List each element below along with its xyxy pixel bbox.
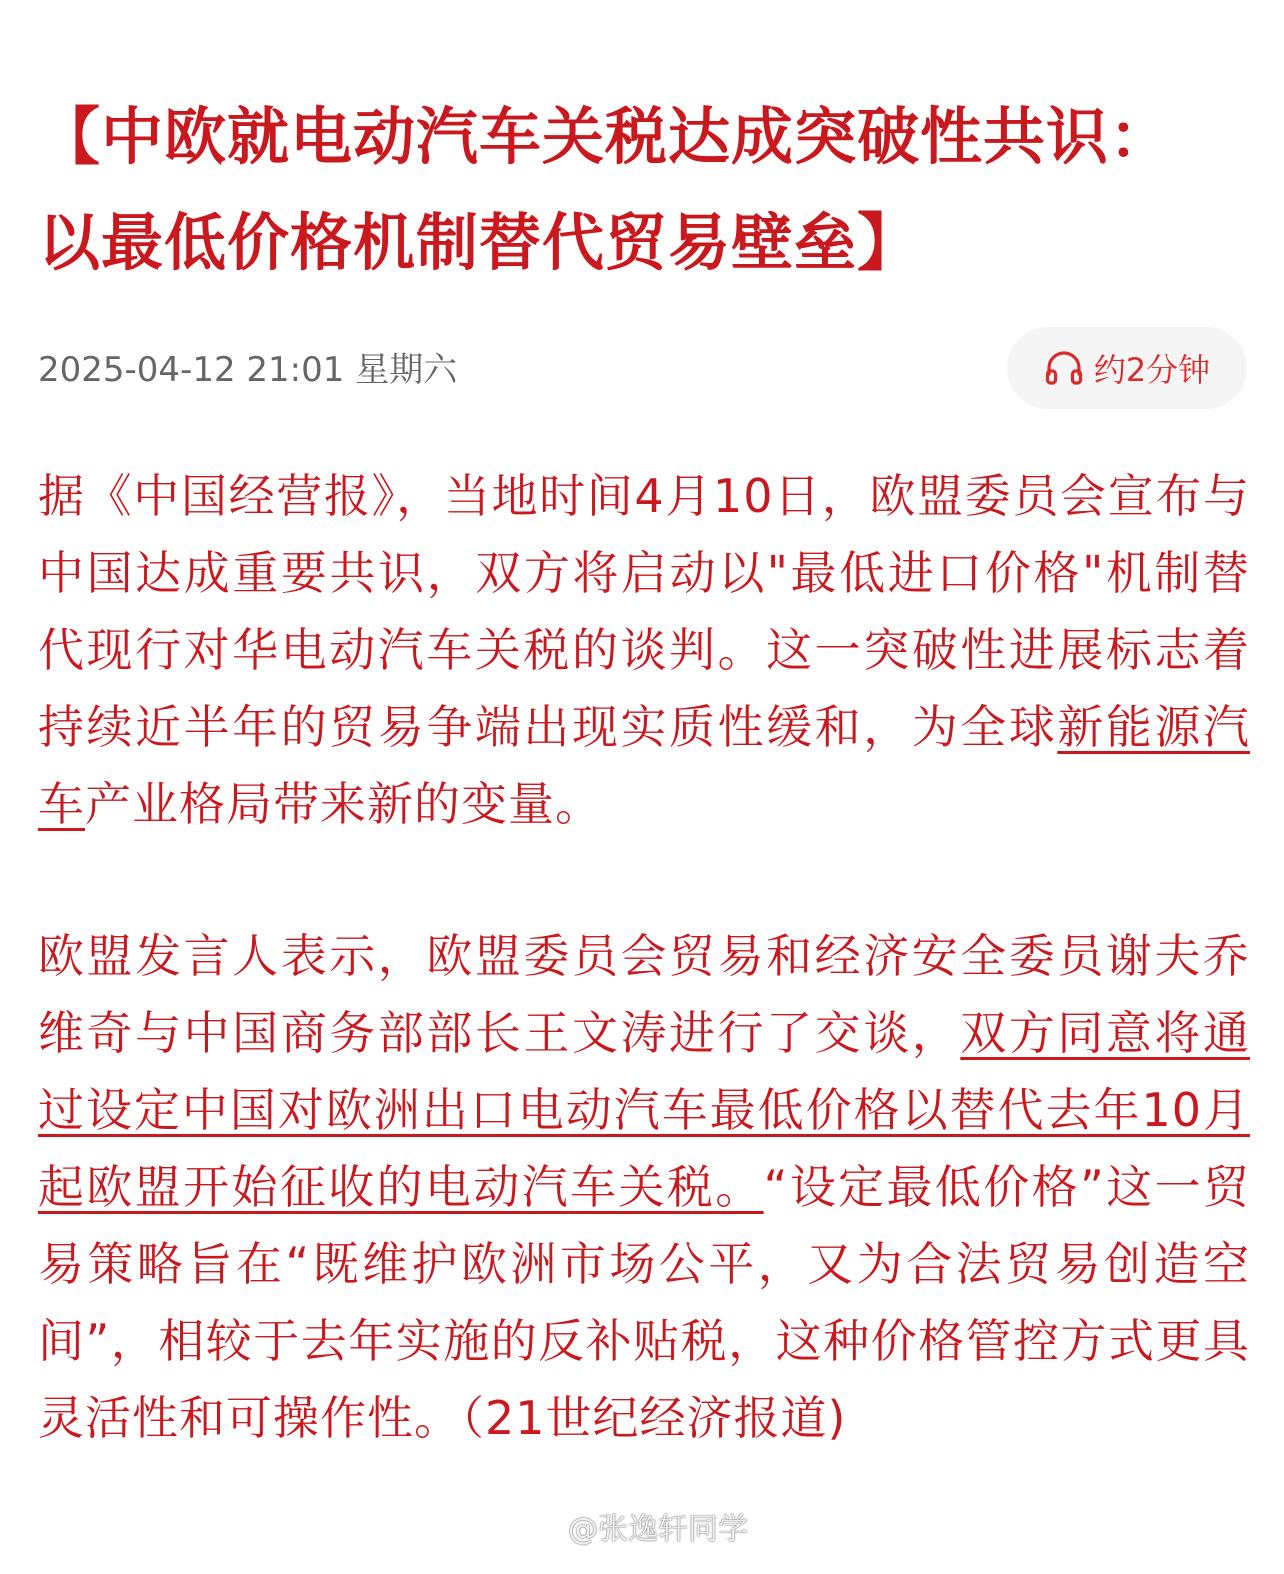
article-title: 【中欧就电动汽车关税达成突破性共识：以最低价格机制替代贸易壁垒】 [38, 100, 1173, 279]
paragraph-2-underlined-text: 双方同意将通过设定中国对欧洲出口电动汽车最低价格以替代去年10月起欧盟开始征收的电动汽车关税。 [38, 1006, 1251, 1214]
article-paragraph-1 [38, 458, 1250, 843]
paragraph-2-text-b: “设定最低价格”这一贸易策略旨在“既维护欧洲市场公平，又为合法贸易创造空间”，相较于去年实施的反补贴税，这种价格管控方式更具灵活性和可操作性。（21世纪经济报道) [38, 1160, 1251, 1445]
paragraph-1-text-a: 据《中国经营报》，当地时间4月10日，欧盟委员会宣布与中国达成重要共识，双方将启动以"最低进口价格"机制替代现行对华电动汽车关税的谈判。这一突破性进展标志着持续近半年的贸易争端出现实质性缓和，为全球 [38, 469, 1250, 754]
headphones-icon [1044, 350, 1084, 386]
paragraph-2-text-a: 欧盟发言人表示，欧盟委员会贸易和经济安全委员谢夫乔维奇与中国商务部部长王文涛进行了交谈， [38, 929, 1250, 1060]
new-energy-vehicle-link[interactable]: 新能源汽车 [38, 700, 1251, 831]
watermark-text: @张逸轩同学 [568, 1512, 748, 1547]
publish-datetime: 2025-04-12 21:01 星期六 [38, 350, 458, 390]
duration-label: 约2分钟 [1093, 351, 1211, 389]
listen-duration-button[interactable] [1007, 327, 1247, 409]
article-paragraph-2 [38, 918, 1250, 1457]
weibo-icon [528, 1512, 562, 1540]
paragraph-1-text-b: 产业格局带来新的变量。 [85, 777, 602, 831]
watermark [528, 1504, 748, 1548]
